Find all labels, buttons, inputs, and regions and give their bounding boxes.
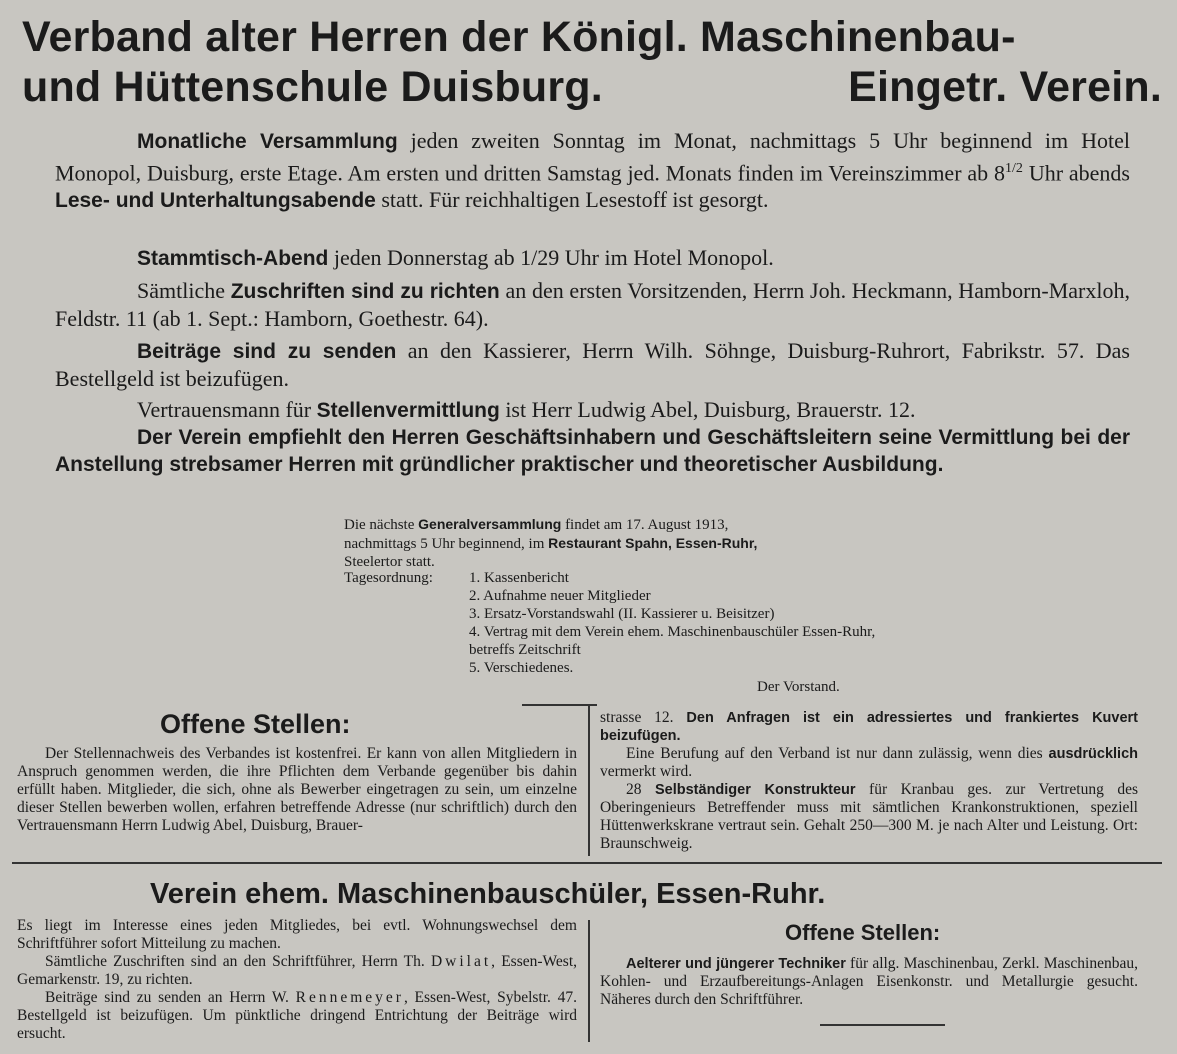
agenda-item: 4. Vertrag mit dem Verein ehem. Maschinenbauschüler Essen-Ruhr, betreffs Zeitschrift: [469, 624, 876, 658]
os-text: vermerkt wird.: [600, 763, 693, 780]
intro-text: jeden zweiten Sonntag im Monat, nachmittags 5 Uhr beginnend im Hotel Monopol, Duisburg, erste Etage. Am ersten und dritten Samstag jed. Monats finden im Vereinszimmer ab 8: [55, 128, 1130, 186]
os-text: Eine Berufung auf den Verband ist nur dann zulässig, wenn dies: [626, 745, 1049, 762]
main-title: [22, 12, 1162, 112]
venue: Restaurant Spahn, Essen-Ruhr,: [548, 535, 758, 551]
os-text: 28: [626, 781, 655, 798]
section-divider: [12, 862, 1162, 864]
title-line-1: Verband alter Herren der Königl. Maschinenbau-: [22, 13, 1016, 61]
association-2-left-text: [17, 917, 577, 1043]
title-line-2-left: und Hüttenschule Duisburg.: [22, 63, 603, 111]
column-divider-2: [588, 920, 590, 1042]
monthly-meeting-heading: Monatliche Versammlung: [137, 130, 398, 153]
gm-text: Die nächste: [344, 517, 419, 533]
right-job: [600, 955, 1138, 1009]
gm-line-1: [344, 515, 884, 534]
agenda-list: [469, 569, 889, 677]
intro-text: an den ersten Vorsitzenden, Herrn Joh. Heckmann, Hamborn-Marxloh, Feldstr. 11 (ab 1. Sept.: Hamborn, Goethestr. 64).: [55, 278, 1130, 331]
os-text: strasse 12.: [600, 709, 687, 726]
title-line-2: [22, 62, 1162, 112]
v2-text: Sämtliche Zuschriften sind an den Schriftführer, Herrn Th.: [45, 953, 431, 970]
gm-line-2: [344, 534, 884, 553]
association-2-open-positions-title: Offene Stellen:: [785, 920, 941, 945]
agenda-label: Tagesordnung:: [344, 570, 433, 586]
job-title: Selbständiger Konstrukteur: [654, 782, 856, 798]
intro-text: an den Kassierer, Herrn Wilh. Söhnge, Duisburg-Ruhrort, Fabrikstr. 57. Das Bestellgeld ist beizufügen.: [55, 338, 1130, 391]
agenda-item: 5. Verschiedenes.: [469, 660, 574, 676]
title-line-2-right: Eingetr. Verein.: [848, 63, 1162, 111]
intro-text: Sämtliche: [137, 278, 231, 303]
open-positions-right-text: [600, 709, 1138, 853]
intro-text: Vertrauensmann für: [137, 397, 317, 422]
open-positions-left-text: Der Stellennachweis des Verbandes ist kostenfrei. Er kann von allen Mitgliedern in Anspruch genommen werden, die ihre Pflichten dem Verbande gegenüber bis dahin erfüllt haben. Mitglieder, die sich, ohne als Bewerber eingetragen zu sein, um einzelne dieser Stellen bewerben wollen, erfahren betreffende Adresse (nur schriftlich) durch den Vertrauensmann Herrn Ludwig Abel, Duisburg, Brauer-: [17, 745, 577, 834]
emphasis: ausdrücklich: [1048, 746, 1138, 762]
association-2-title: Verein ehem. Maschinenbauschüler, Essen-Ruhr.: [150, 878, 826, 910]
intro-text: jeden Donnerstag ab 1/29 Uhr im Hotel Monopol.: [328, 245, 774, 270]
recommendation-text: Der Verein empfiehlt den Herren Geschäftsinhabern und Geschäftsleitern seine Vermittlung bei der Anstellung strebsamer Herren mit gründlicher praktischer und theoretischer Ausbildung.: [55, 426, 1130, 476]
reading-evenings-heading: Lese- und Unterhaltungsabende: [55, 189, 376, 213]
treasurer-name: Rennemeyer: [295, 989, 404, 1006]
job-title: Aelterer und jüngerer Techniker: [626, 956, 846, 972]
intro-text: statt. Für reichhaltigen Lesestoff ist gesorgt.: [375, 187, 769, 213]
left-p2: [17, 953, 577, 989]
intro-text: ist Herr Ludwig Abel, Duisburg, Brauerstr. 12.: [499, 397, 916, 422]
association-2-right-text: [600, 955, 1138, 1009]
intro-paragraph-fees: [55, 337, 1130, 392]
correspondence-heading: Zuschriften sind zu richten: [230, 280, 500, 303]
intro-text: Uhr abends: [1022, 160, 1130, 186]
agenda-item: 2. Aufnahme neuer Mitglieder: [469, 588, 651, 604]
intro-paragraph-placement: [55, 396, 1130, 424]
column-divider-1: [588, 706, 590, 856]
signature: Der Vorstand.: [757, 679, 840, 695]
intro-paragraph-correspondence: [55, 277, 1130, 332]
general-meeting-heading: Generalversammlung: [418, 516, 562, 532]
divider-short: [522, 704, 597, 706]
agenda-item: 1. Kassenbericht: [469, 570, 569, 586]
fraction: 1/2: [1005, 161, 1023, 176]
general-meeting-notice: [344, 515, 884, 571]
gm-text: nachmittags 5 Uhr beginnend, im: [344, 536, 549, 552]
left-p1: Es liegt im Interesse eines jeden Mitgliedes, bei evtl. Wohnungswechsel dem Schriftführer sofort Mitteilung zu machen.: [17, 917, 577, 952]
right-p3: [600, 781, 1138, 853]
right-p1: [600, 709, 1138, 745]
stammtisch-heading: Stammtisch-Abend: [137, 247, 329, 270]
v2-text: , Essen-West, Gemarkenstr. 19, zu richten.: [17, 953, 577, 988]
left-p3: [17, 989, 577, 1043]
v2-text: , Essen-West, Sybelstr. 47. Bestellgeld ist beizufügen. Um pünktliche dringend Entrichtung der Beiträge wird ersucht.: [17, 989, 577, 1042]
intro-paragraph-meetings: [55, 127, 1130, 214]
placement-heading: Stellenvermittlung: [316, 399, 500, 422]
fees-heading: Beiträge sind zu senden: [137, 340, 397, 363]
agenda-item: 3. Ersatz-Vorstandswahl (II. Kassierer u. Beisitzer): [469, 606, 775, 622]
v2-text: für allg. Maschinenbau, Zerkl. Maschinenbau, Kohlen- und Erzaufbereitungs-Anlagen Eisenkonstr. und Metallurgie gesucht. Näheres durch den Schriftführer.: [600, 955, 1138, 1008]
gm-line-3: Steelertor statt.: [344, 554, 435, 570]
agenda: [344, 569, 876, 676]
envelope-note: Den Anfragen ist ein adressiertes und frankiertes Kuvert beizufügen.: [600, 710, 1138, 744]
gm-text: findet am 17. August 1913,: [561, 517, 729, 533]
secretary-name: Dwilat: [430, 953, 492, 970]
os-text: für Kranbau ges. zur Vertretung des Oberingenieurs Betreffender muss mit sämtlichen Krankonstruktionen, speziell Hüttenwerkskrane vertraut sein. Gehalt 250—300 M. je nach Alter und Leistung. Ort: Braunschweig.: [600, 781, 1138, 852]
right-p2: [600, 745, 1138, 781]
v2-text: Beiträge sind zu senden an Herrn W.: [45, 989, 296, 1006]
open-positions-title: Offene Stellen:: [160, 709, 351, 739]
intro-paragraph-stammtisch: [55, 244, 1130, 272]
divider-end: [820, 1024, 945, 1026]
